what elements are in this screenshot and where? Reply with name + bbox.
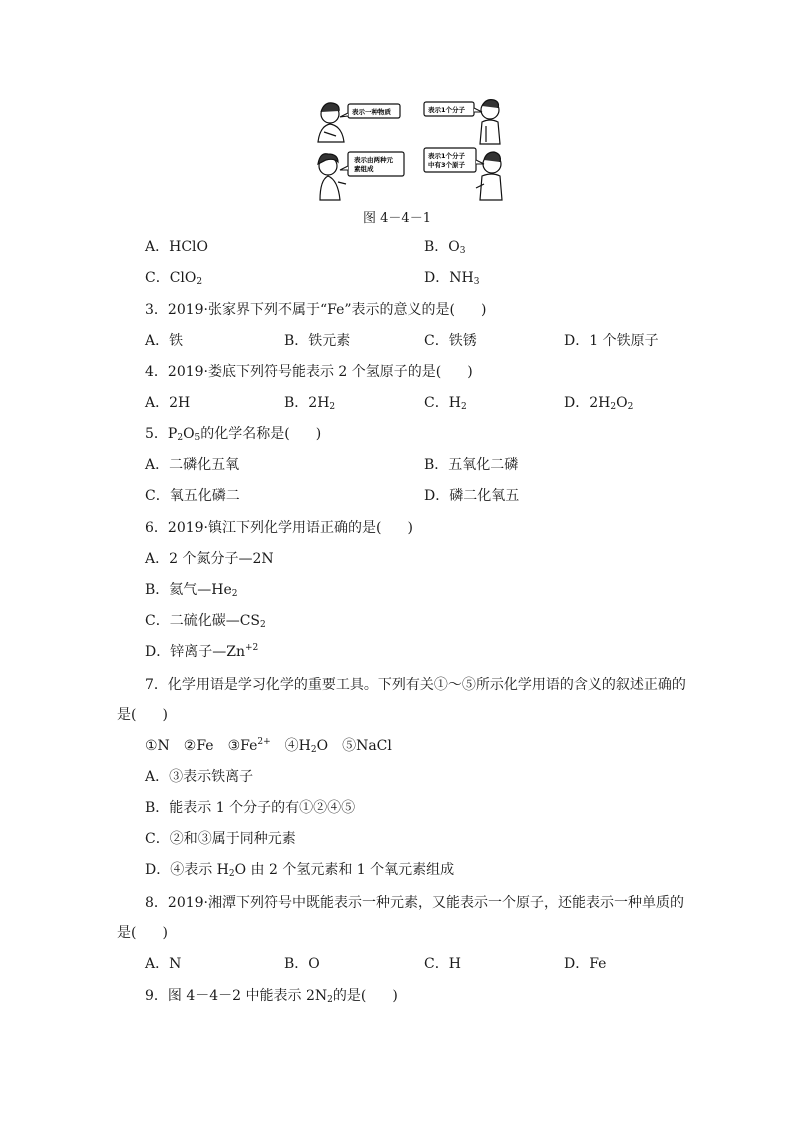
q7-option-c: C．②和③属于同种元素 (145, 831, 296, 847)
q4-option-b: B．$2H_2$ (284, 395, 336, 412)
q7-option-d: D．④表示 $H_2O$ 由 2 个氢元素和 1 个氧元素组成 (145, 862, 455, 879)
q7-stem-line2: 是( ) (117, 707, 168, 723)
q8-stem-line2: 是( ) (117, 925, 168, 941)
bubble-1-text: 表示一种物质 (352, 108, 391, 116)
figure-4-4-1 (314, 96, 506, 204)
bubble-2-text: 表示1个分子 (428, 106, 466, 114)
q6-stem: 6．2019·镇江下列化学用语正确的是( ) (145, 520, 413, 536)
q2-option-b: B．$O_3$ (424, 239, 466, 256)
person-bottom-right (476, 152, 502, 200)
q7-option-b: B．能表示 1 个分子的有①②④⑤ (145, 800, 356, 816)
q8-option-a: A．N (145, 956, 182, 972)
person-top-right (480, 100, 500, 144)
q5-stem: 5．$P_2O_5$的化学名称是( ) (145, 426, 322, 443)
q8-option-d: D．Fe (564, 956, 607, 972)
person-bottom-left (318, 154, 346, 200)
q4-stem: 4．2019·娄底下列符号能表示 2 个氢原子的是( ) (145, 364, 473, 380)
q6-option-c: C．二硫化碳$—CS_2$ (145, 613, 266, 630)
q3-option-a: A．铁 (145, 333, 184, 349)
q3-option-c: C．铁锈 (424, 333, 477, 349)
q7-stem-line1: 7．化学用语是学习化学的重要工具。下列有关①～⑤所示化学用语的含义的叙述正确的 (145, 677, 686, 693)
q4-option-a: A．2H (145, 395, 191, 411)
bubble-3-line1: 表示由两种元 (354, 156, 393, 164)
q4-option-d: D．$2H_2O_2$ (564, 395, 634, 412)
q2-option-a: A．HClO (145, 239, 209, 255)
q6-option-a: A．2 个氮分子—2N (145, 551, 274, 567)
q3-option-d: D．1 个铁原子 (564, 333, 659, 349)
q7-option-a: A．③表示铁离子 (145, 769, 254, 785)
q2-option-c: C．ClO$_2$ (145, 270, 203, 287)
q8-option-c: C．H (424, 956, 461, 972)
q5-option-c: C．氧五化磷二 (145, 488, 240, 504)
bubble-4-line1: 表示1个分子 (428, 152, 466, 160)
q5-option-b: B．五氧化二磷 (424, 457, 519, 473)
q8-stem-line1: 8．2019·湘潭下列符号中既能表示一种元素，又能表示一个原子，还能表示一种单质的 (145, 895, 684, 911)
q6-option-d: D．锌离子$—Zn^{+2}$ (145, 643, 259, 660)
q8-option-b: B．O (284, 956, 320, 972)
q7-symbols: ①N ②Fe $③Fe^{2+}$ $④H_2O$ ⑤NaCl (145, 737, 392, 755)
q3-stem: 3．2019·张家界下列不属于“Fe”表示的意义的是( ) (145, 302, 487, 318)
q5-option-a: A．二磷化五氧 (145, 457, 240, 473)
q4-option-c: C．$H_2$ (424, 395, 467, 412)
q5-option-d: D．磷二化氧五 (424, 488, 520, 504)
q3-option-b: B．铁元素 (284, 333, 351, 349)
q2-option-d: D．$NH_3$ (424, 270, 480, 287)
bubble-4-line2: 中有3个原子 (428, 161, 466, 169)
figure-caption: 图 4－4－1 (363, 211, 431, 226)
q6-option-b: B．氦气$—He_2$ (145, 582, 238, 599)
cartoon-illustration (314, 96, 506, 204)
q9-stem: 9．图 4－4－2 中能表示 $2N_2$的是( ) (145, 988, 398, 1005)
person-top-left (318, 103, 344, 142)
bubble-3-line2: 素组成 (354, 165, 374, 173)
